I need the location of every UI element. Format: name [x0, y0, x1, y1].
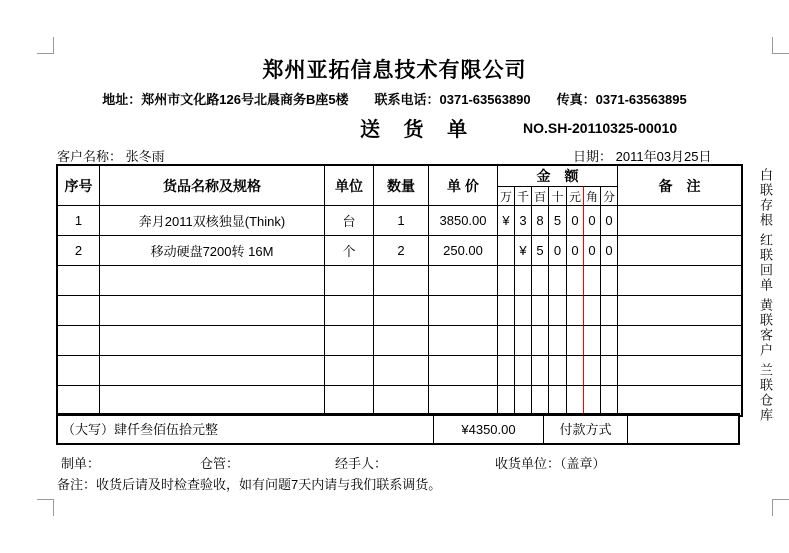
cell-seq: 1 — [58, 205, 99, 235]
summary-total: ¥4350.00 — [433, 416, 543, 443]
amount-digit-cell — [497, 235, 514, 265]
col-header-price: 单 价 — [428, 166, 497, 205]
cell-qty: 1 — [373, 205, 428, 235]
receiver-label: 收货单位：（盖章） — [495, 456, 606, 471]
digit-header-bai: 百 — [531, 186, 548, 205]
digit-header-yuan: 元 — [566, 186, 583, 205]
amount-digit-cell: 5 — [531, 235, 548, 265]
amount-digit-cell: 0 — [600, 205, 617, 235]
cell-price: 3850.00 — [428, 205, 497, 235]
table-row-empty — [58, 385, 741, 415]
amount-digit-cell: ¥ — [497, 205, 514, 235]
amount-digit-cell: 0 — [566, 205, 583, 235]
cell-qty: 2 — [373, 235, 428, 265]
payment-method-label: 付款方式 — [543, 416, 627, 443]
cell-price: 250.00 — [428, 235, 497, 265]
digit-header-wan: 万 — [497, 186, 514, 205]
amount-digit-cell: 0 — [583, 235, 600, 265]
warehouse-keeper-label: 仓管： — [200, 456, 240, 471]
amount-digit-cell: ¥ — [514, 235, 531, 265]
col-header-amount: 金 额 — [497, 166, 617, 186]
cell-remark — [617, 205, 741, 235]
digit-header-jiao: 角 — [583, 186, 600, 205]
col-header-product: 货品名称及规格 — [99, 166, 324, 205]
customer-name: 张冬雨 — [125, 149, 165, 164]
cell-seq: 2 — [58, 235, 99, 265]
copy-label-blue: 兰联仓库 — [758, 363, 773, 423]
date-line — [573, 146, 712, 165]
digit-header-fen: 分 — [600, 186, 617, 205]
company-title: 郑州亚拓信息技术有限公司 — [262, 59, 527, 82]
date-value: 2011年03月25日 — [615, 149, 712, 164]
cell-unit: 个 — [324, 235, 373, 265]
copy-label-red: 红联回单 — [758, 233, 773, 293]
col-header-qty: 数量 — [373, 166, 428, 205]
crop-mark-top-left-icon — [37, 37, 54, 54]
amount-digit-cell: 0 — [600, 235, 617, 265]
digit-header-qian: 千 — [514, 186, 531, 205]
maker-label: 制单： — [61, 456, 101, 471]
summary-row — [56, 413, 740, 445]
payment-method-value — [627, 416, 738, 443]
table-row-empty — [58, 265, 741, 295]
table-row-empty — [58, 295, 741, 325]
customer-label: 客户名称： — [57, 149, 123, 164]
copy-label-yellow: 黄联客户 — [758, 298, 773, 358]
table-row — [58, 205, 741, 235]
col-header-remark: 备 注 — [617, 166, 741, 205]
summary-amount-words: （大写）肆仟叁佰伍拾元整 — [62, 422, 219, 437]
amount-digit-cell: 5 — [548, 205, 566, 235]
doc-number: NO.SH-20110325-00010 — [523, 120, 678, 136]
customer-line — [57, 146, 165, 165]
crop-mark-bottom-left-icon — [37, 499, 54, 516]
col-header-seq: 序号 — [64, 177, 93, 194]
doc-title: 送 货 单 — [360, 119, 477, 141]
crop-mark-bottom-right-icon — [772, 499, 789, 516]
address-line: 地址：郑州市文化路126号北晨商务B座5楼 联系电话：0371-63563890 传真：0371-63563895 — [102, 92, 687, 107]
cell-product: 奔月2011双核独显(Think) — [99, 205, 324, 235]
amount-digit-cell: 8 — [531, 205, 548, 235]
date-label: 日期： — [573, 149, 613, 164]
crop-mark-top-right-icon — [772, 37, 789, 54]
amount-digit-cell: 0 — [566, 235, 583, 265]
table-row-empty — [58, 325, 741, 355]
cell-remark — [617, 235, 741, 265]
amount-digit-cell: 0 — [583, 205, 600, 235]
copy-label-white: 白联存根 — [758, 168, 773, 228]
col-header-unit: 单位 — [324, 166, 373, 205]
note-line: 备注：收货后请及时检查验收，如有问题7天内请与我们联系调货。 — [57, 477, 442, 492]
handler-label: 经手人： — [335, 456, 388, 471]
cell-product: 移动硬盘7200转 16M — [99, 235, 324, 265]
digit-header-shi: 十 — [548, 186, 566, 205]
copy-labels — [754, 168, 776, 423]
amount-digit-cell: 3 — [514, 205, 531, 235]
amount-digit-cell: 0 — [548, 235, 566, 265]
table-row — [58, 235, 741, 265]
delivery-items-table — [56, 164, 743, 417]
cell-unit: 台 — [324, 205, 373, 235]
table-row-empty — [58, 355, 741, 385]
